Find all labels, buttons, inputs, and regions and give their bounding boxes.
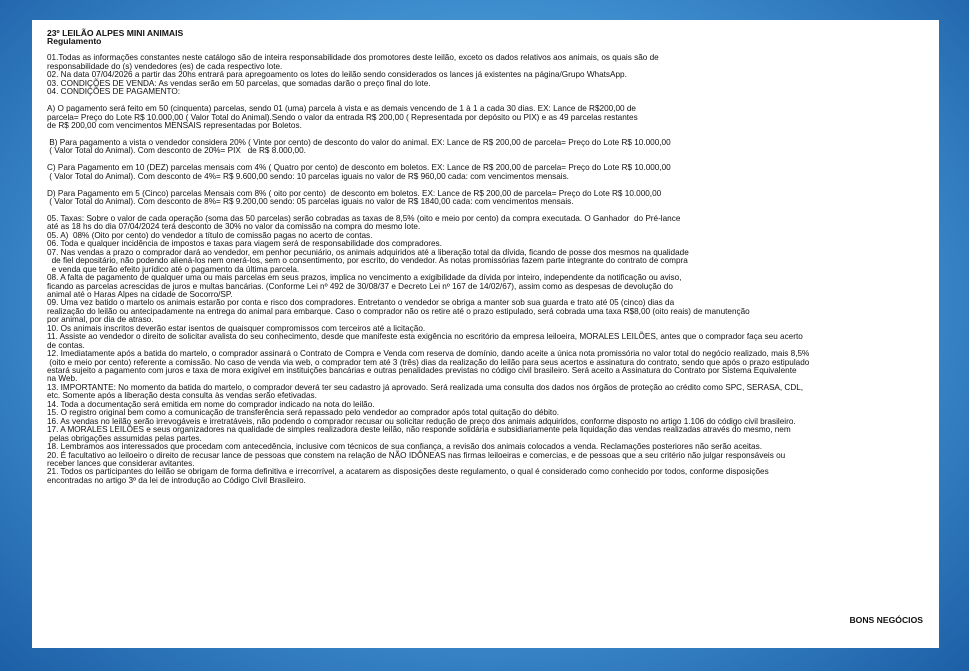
regulation-line: 01.Todas as informações constantes neste catálogo são de inteira responsabilidade dos promotores deste leilão, exceto os dados relativos aos animais, os quais são de xyxy=(47,53,659,63)
regulation-line: realização do leilão ou antecipadamente na entrega do animal para embarque. Caso o comprador não os retire até o prazo estipulado, será cobrada uma taxa R$8,00 (oito reais) de manutenção xyxy=(47,306,750,316)
regulation-line: A) O pagamento será feito em 50 (cinquenta) parcelas, sendo 01 (uma) parcela à vista e as demais vencendo de 1 à 1 a cada 30 dias. EX: Lance de R$200,00 de xyxy=(47,104,636,114)
regulation-line: 14. Toda a documentação será emitida em nome do comprador indicado na nota do leilão. xyxy=(47,399,375,409)
regulation-line: 13. IMPORTANTE: No momento da batida do martelo, o comprador deverá ter seu cadastro já aprovado. Será realizada uma consulta dos dados nos órgãos de proteção ao crédito como SPC, SERASA, CDL, xyxy=(47,382,804,392)
regulation-line: 10. Os animais inscritos deverão estar isentos de quaisquer compromissos com terceiros até a licitação. xyxy=(47,323,426,333)
regulation-line: parcela= Preço do Lote R$ 10.000,00 ( Valor Total do Animal).Sendo o valor da entrada R$ 200,00 ( Representada por depósito ou PIX) e as 49 parcelas restantes xyxy=(47,112,638,122)
regulation-line: 08. A falta de pagamento de qualquer uma ou mais parcelas em seus prazos, implica no vencimento a exigibilidade da dívida por inteiro, independente da notificação ou aviso, xyxy=(47,273,682,283)
regulation-line: D) Para Pagamento em 5 (Cinco) parcelas Mensais com 8% ( oito por cento) de desconto em boletos. EX: Lance de R$ 200,00 de parcela= Preço do Lote R$ 10.000,00 xyxy=(47,188,662,198)
regulation-line: 09. Uma vez batido o martelo os animais estarão por conta e risco dos compradores. Entretanto o vendedor se obriga a manter sob sua guarda e trato até 05 (cinco) dias da xyxy=(47,298,675,308)
regulation-line: 07. Nas vendas a prazo o comprador dará ao vendedor, em penhor pecuniário, os animais adquiridos até a liberação total da dívida, ficando de posse dos mesmos na qualidade xyxy=(47,247,689,257)
regulation-line: ficando as parcelas acrescidas de juros e multas bancárias. (Conforme Lei nº 492 de 30/08/37 e Decreto Lei nº 167 de 14/02/67), assim como as despesas de devolução do xyxy=(47,281,673,291)
closing-text: BONS NEGÓCIOS xyxy=(849,614,923,625)
regulation-line: animal até o Haras Alpes na cidade de Socorro/SP. xyxy=(47,289,233,299)
regulation-line: ( Valor Total do Animal). Com desconto de 20%= PIX de R$ 8.000,00. xyxy=(47,146,306,156)
regulation-line: 15. O registro original bem como a comunicação de transferência será repassado pelo vendedor ao comprador após total quitação do débito. xyxy=(47,408,560,418)
regulation-line: 18. Lembramos aos interessados que procedam com antecedência, inclusive com técnicos de sua confiança, a revisão dos animais colocados a venda. Reclamações posteriores não serão aceitas. xyxy=(47,442,762,452)
regulation-line: 02. Na data 07/04/2026 a partir das 20hs entrará para apregoamento os lotes do leilão sendo considerados os lances já existentes na página/Grupo WhatsApp. xyxy=(47,70,627,80)
regulation-line: encontradas no artigo 3º da lei de introdução ao Código Civil Brasileiro. xyxy=(47,475,306,485)
document-subtitle: Regulamento xyxy=(47,36,102,47)
regulation-line: 11. Assiste ao vendedor o direito de solicitar avalista do seu conhecimento, desde que manifeste esta exigência no escritório da empresa leiloeira, MORALES LEILÕES, antes que o comprador faça seu acerto xyxy=(47,332,803,342)
regulation-line: C) Para Pagamento em 10 (DEZ) parcelas mensais com 4% ( Quatro por cento) de desconto em boletos. EX: Lance de R$ 200,00 de parcela= Preço do Lote R$ 10.000,00 xyxy=(47,163,671,173)
regulation-body xyxy=(47,54,925,485)
regulation-line: 05. Taxas: Sobre o valor de cada operação (soma das 50 parcelas) serão cobradas as taxas de 8,5% (oito e meio por cento) da compra executada. O Ganhador do Pré-lance xyxy=(47,213,681,223)
regulation-line: por animal, por dia de atraso. xyxy=(47,315,154,325)
regulation-line: B) Para pagamento a vista o vendedor considera 20% ( Vinte por cento) de desconto do valor do animal. EX: Lance de R$ 200,00 de parcela= Preço do Lote R$ 10.000,00 xyxy=(47,137,671,147)
regulation-page xyxy=(32,20,939,648)
document-title: 23º LEILÃO ALPES MINI ANIMAIS xyxy=(47,28,184,38)
regulation-line: 04. CONDIÇÕES DE PAGAMENTO: xyxy=(47,87,180,97)
regulation-line: 06. Toda e qualquer incidência de impostos e taxas para viagem será de responsabilidade dos compradores. xyxy=(47,239,442,249)
regulation-line: etc. Somente após a liberação desta consulta às vendas serão efetivadas. xyxy=(47,391,317,401)
regulation-line: ( Valor Total do Animal). Com desconto de 8%= R$ 9.200,00 sendo: 05 parcelas iguais no valor de R$ 1840,00 cada: com vencimentos mensais. xyxy=(47,196,574,206)
regulation-line: e venda que terão efeito jurídico até o pagamento da última parcela. xyxy=(47,264,300,274)
regulation-line: ( Valor Total do Animal). Com desconto de 4%= R$ 9.600,00 sendo: 10 parcelas iguais no valor de R$ 960,00 cada: com vencimentos mensais. xyxy=(47,171,569,181)
regulation-line: 20. É facultativo ao leiloeiro o direito de recusar lance de pessoas que constem na relação de NÃO IDÔNEAS nas firmas leiloeiras e comercias, e de pessoas que a seu critério não julgar responsáveis ou xyxy=(47,450,786,460)
regulation-line: 17. A MORALES LEILÕES e seus organizadores na qualidade de simples realizadora deste leilão, não responde solidária e subsidiariamente pela liquidação das vendas realizadas através do mesmo, nem xyxy=(47,425,791,435)
regulation-line: estará sujeito a pagamento com juros e taxa de mora exigível em instituições bancárias e outras penalidades previstas no código civil brasileiro. Será aceito a Assinatura do Contrato por Sistema Equivalente xyxy=(47,366,797,376)
regulation-line: de contas. xyxy=(47,340,85,350)
regulation-line: receber lances que considerar avitantes. xyxy=(47,459,195,469)
regulation-line: 12. Imediatamente após a batida do martelo, o comprador assinará o Contrato de Compra e Venda com reserva de domínio, dando aceite a única nota promissória no valor total do negócio realizado, mais 8,5% xyxy=(47,349,810,359)
regulation-line: de R$ 200,00 com vencimentos MENSAIS representadas por Boletos. xyxy=(47,120,302,130)
regulation-line: na Web. xyxy=(47,374,78,384)
regulation-line: 16. As vendas no leilão serão irrevogáveis e irretratáveis, não podendo o comprador recusar ou solicitar redução de preço dos animais adquiridos, conforme disposto no artigo 1.106 do código civil brasileiro. xyxy=(47,416,796,426)
regulation-line: (oito e meio por cento) referente a comissão. No caso de venda via web, o comprador tem até 3 (três) dias da realização do leilão para seus acertos e assinatura do contrato, sendo que após o prazo estipulado xyxy=(47,357,810,367)
regulation-line: 21. Todos os participantes do leilão se obrigam de forma definitiva e irrecorrível, a acatarem as disposições deste regulamento, o qual é considerado como conhecido por todos, conforme disposições xyxy=(47,467,769,477)
regulation-line: responsabilidade do (s) vendedores (es) de cada respectivo lote. xyxy=(47,61,283,71)
regulation-line: até as 18 hs do dia 07/04/2024 terá desconto de 30% no valor da comissão na compra do mesmo lote. xyxy=(47,222,421,232)
regulation-line: pelas obrigações assumidas pelas partes. xyxy=(47,433,202,443)
regulation-line: 03. CONDIÇÕES DE VENDA: As vendas serão em 50 parcelas, que somadas darão o preço final do lote. xyxy=(47,78,431,88)
regulation-line: de fiel depositário, não podendo aliená-los nem onerá-los, sem o consentimento, por escrito, do vendedor. As notas promissórias fazem parte integrante do contrato de compra xyxy=(47,256,688,266)
regulation-line: 05. A) 08% (Oito por cento) do vendedor a título de comissão pagas no acerto de contas. xyxy=(47,230,373,240)
